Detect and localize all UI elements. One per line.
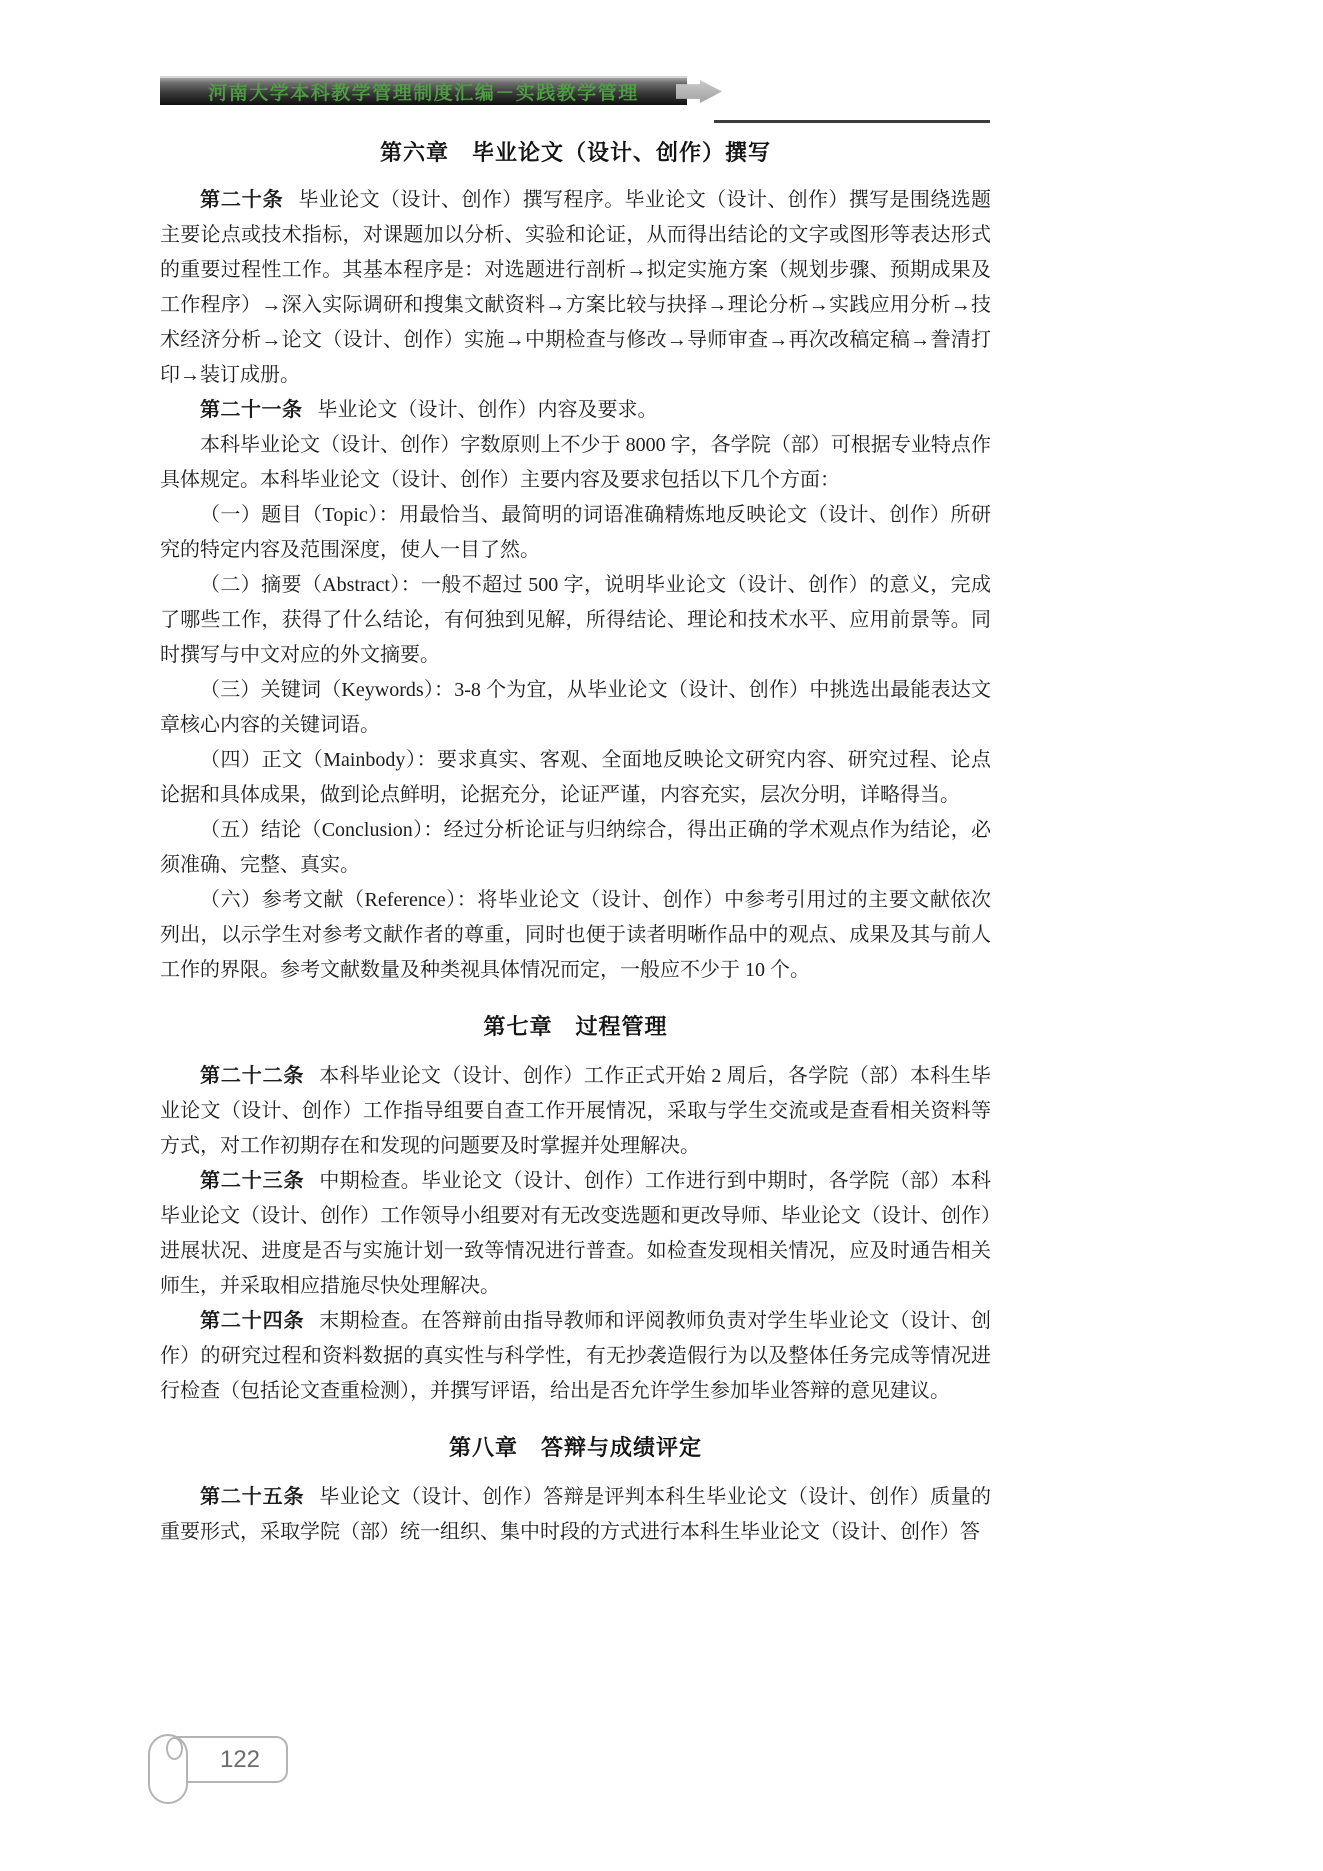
paragraph-article-20 [160,183,991,393]
chapter-8-heading: 第八章 答辩与成绩评定 [448,1435,702,1460]
document-content [160,122,991,1550]
page-number-scroll [146,1734,306,1834]
article-20-text: 毕业论文（设计、创作）撰写程序。毕业论文（设计、创作）撰写是围绕选题主要论点或技术指标，对课题加以分析、实验和论证，从而得出结论的文字或图形等表达形式的重要过程性工作。其基本程序是：对选题进行剖析→拟定实施方案（规划步骤、预期成果及工作程序）→深入实际调研和搜集文献资料→方案比较与抉择→理论分析→实践应用分析→技术经济分析→论文（设计、创作）实施→中期检查与修改→导师审查→再次改稿定稿→誊清打印→装订成册。 [160,189,992,386]
item-keywords-text: （三）关键词（Keywords）：3-8 个为宜，从毕业论文（设计、创作）中挑选出最能表达文章核心内容的关键词语。 [160,679,991,736]
paragraph-item-topic [160,498,991,568]
item-mainbody-text: （四）正文（Mainbody）：要求真实、客观、全面地反映论文研究内容、研究过程、论点论据和具体成果，做到论点鲜明，论据充分，论证严谨，内容充实，层次分明，详略得当。 [160,749,991,806]
article-20-label: 第二十条 [200,189,284,211]
word-count-text: 本科毕业论文（设计、创作）字数原则上不少于 8000 字，各学院（部）可根据专业特点作具体规定。本科毕业论文（设计、创作）主要内容及要求包括以下几个方面： [160,434,991,491]
article-25-text: 毕业论文（设计、创作）答辩是评判本科生毕业论文（设计、创作）质量的重要形式，采取学院（部）统一组织、集中时段的方式进行本科生毕业论文（设计、创作）答 [160,1486,992,1543]
item-topic-text: （一）题目（Topic）：用最恰当、最简明的词语准确精炼地反映论文（设计、创作）所研究的特定内容及范围深度，使人一目了然。 [160,504,991,561]
article-24-text: 末期检查。在答辩前由指导教师和评阅教师负责对学生毕业论文（设计、创作）的研究过程和资料数据的真实性与科学性，有无抄袭造假行为以及整体任务完成等情况进行检查（包括论文查重检测），并撰写评语，给出是否允许学生参加毕业答辩的意见建议。 [160,1310,992,1402]
chapter-7-heading: 第七章 过程管理 [483,1014,668,1039]
chapter-6-heading: 第六章 毕业论文（设计、创作）撰写 [379,140,771,165]
article-25-label: 第二十五条 [200,1486,305,1508]
paragraph-article-21 [160,393,991,428]
article-23-text: 中期检查。毕业论文（设计、创作）工作进行到中期时，各学院（部）本科毕业论文（设计、创作）工作领导小组要对有无改变选题和更改导师、毕业论文（设计、创作）进展状况、进度是否与实施计划一致等情况进行普查。如检查发现相关情况，应及时通告相关师生，并采取相应措施尽快处理解决。 [160,1170,992,1297]
article-21-text: 毕业论文（设计、创作）内容及要求。 [317,399,658,421]
item-abstract-text: （二）摘要（Abstract）：一般不超过 500 字，说明毕业论文（设计、创作）的意义，完成了哪些工作，获得了什么结论，有何独到见解，所得结论、理论和技术水平、应用前景等。同时撰写与中文对应的外文摘要。 [160,574,991,666]
paragraph-item-conclusion [160,813,991,883]
paragraph-article-25 [160,1480,991,1550]
header-banner-title: 河南大学本科教学管理制度汇编－实践教学管理 [208,83,639,104]
article-22-label: 第二十二条 [200,1065,305,1087]
article-23-label: 第二十三条 [200,1170,305,1192]
paragraph-item-reference [160,883,991,988]
article-24-label: 第二十四条 [200,1310,305,1332]
article-21-label: 第二十一条 [200,399,303,421]
paragraph-word-count [160,428,991,498]
paragraph-item-keywords [160,673,991,743]
paragraph-article-22 [160,1059,991,1164]
scroll-hole [166,1737,183,1760]
paragraph-article-23 [160,1164,991,1304]
item-conclusion-text: （五）结论（Conclusion）：经过分析论证与归纳综合，得出正确的学术观点作为结论，必须准确、完整、真实。 [160,819,991,876]
paragraph-article-24 [160,1304,991,1409]
paragraph-item-mainbody [160,743,991,813]
article-22-text: 本科毕业论文（设计、创作）工作正式开始 2 周后，各学院（部）本科生毕业论文（设计、创作）工作指导组要自查工作开展情况，采取与学生交流或是查看相关资料等方式，对工作初期存在和发现的问题要及时掌握并处理解决。 [160,1065,992,1157]
paragraph-item-abstract [160,568,991,673]
page-number: 122 [219,1745,261,1773]
item-reference-text: （六）参考文献（Reference）：将毕业论文（设计、创作）中参考引用过的主要文献依次列出，以示学生对参考文献作者的尊重，同时也便于读者明晰作品中的观点、成果及其与前人工作的界限。参考文献数量及种类视具体情况而定，一般应不少于 10 个。 [160,889,991,981]
header-banner [160,76,687,105]
